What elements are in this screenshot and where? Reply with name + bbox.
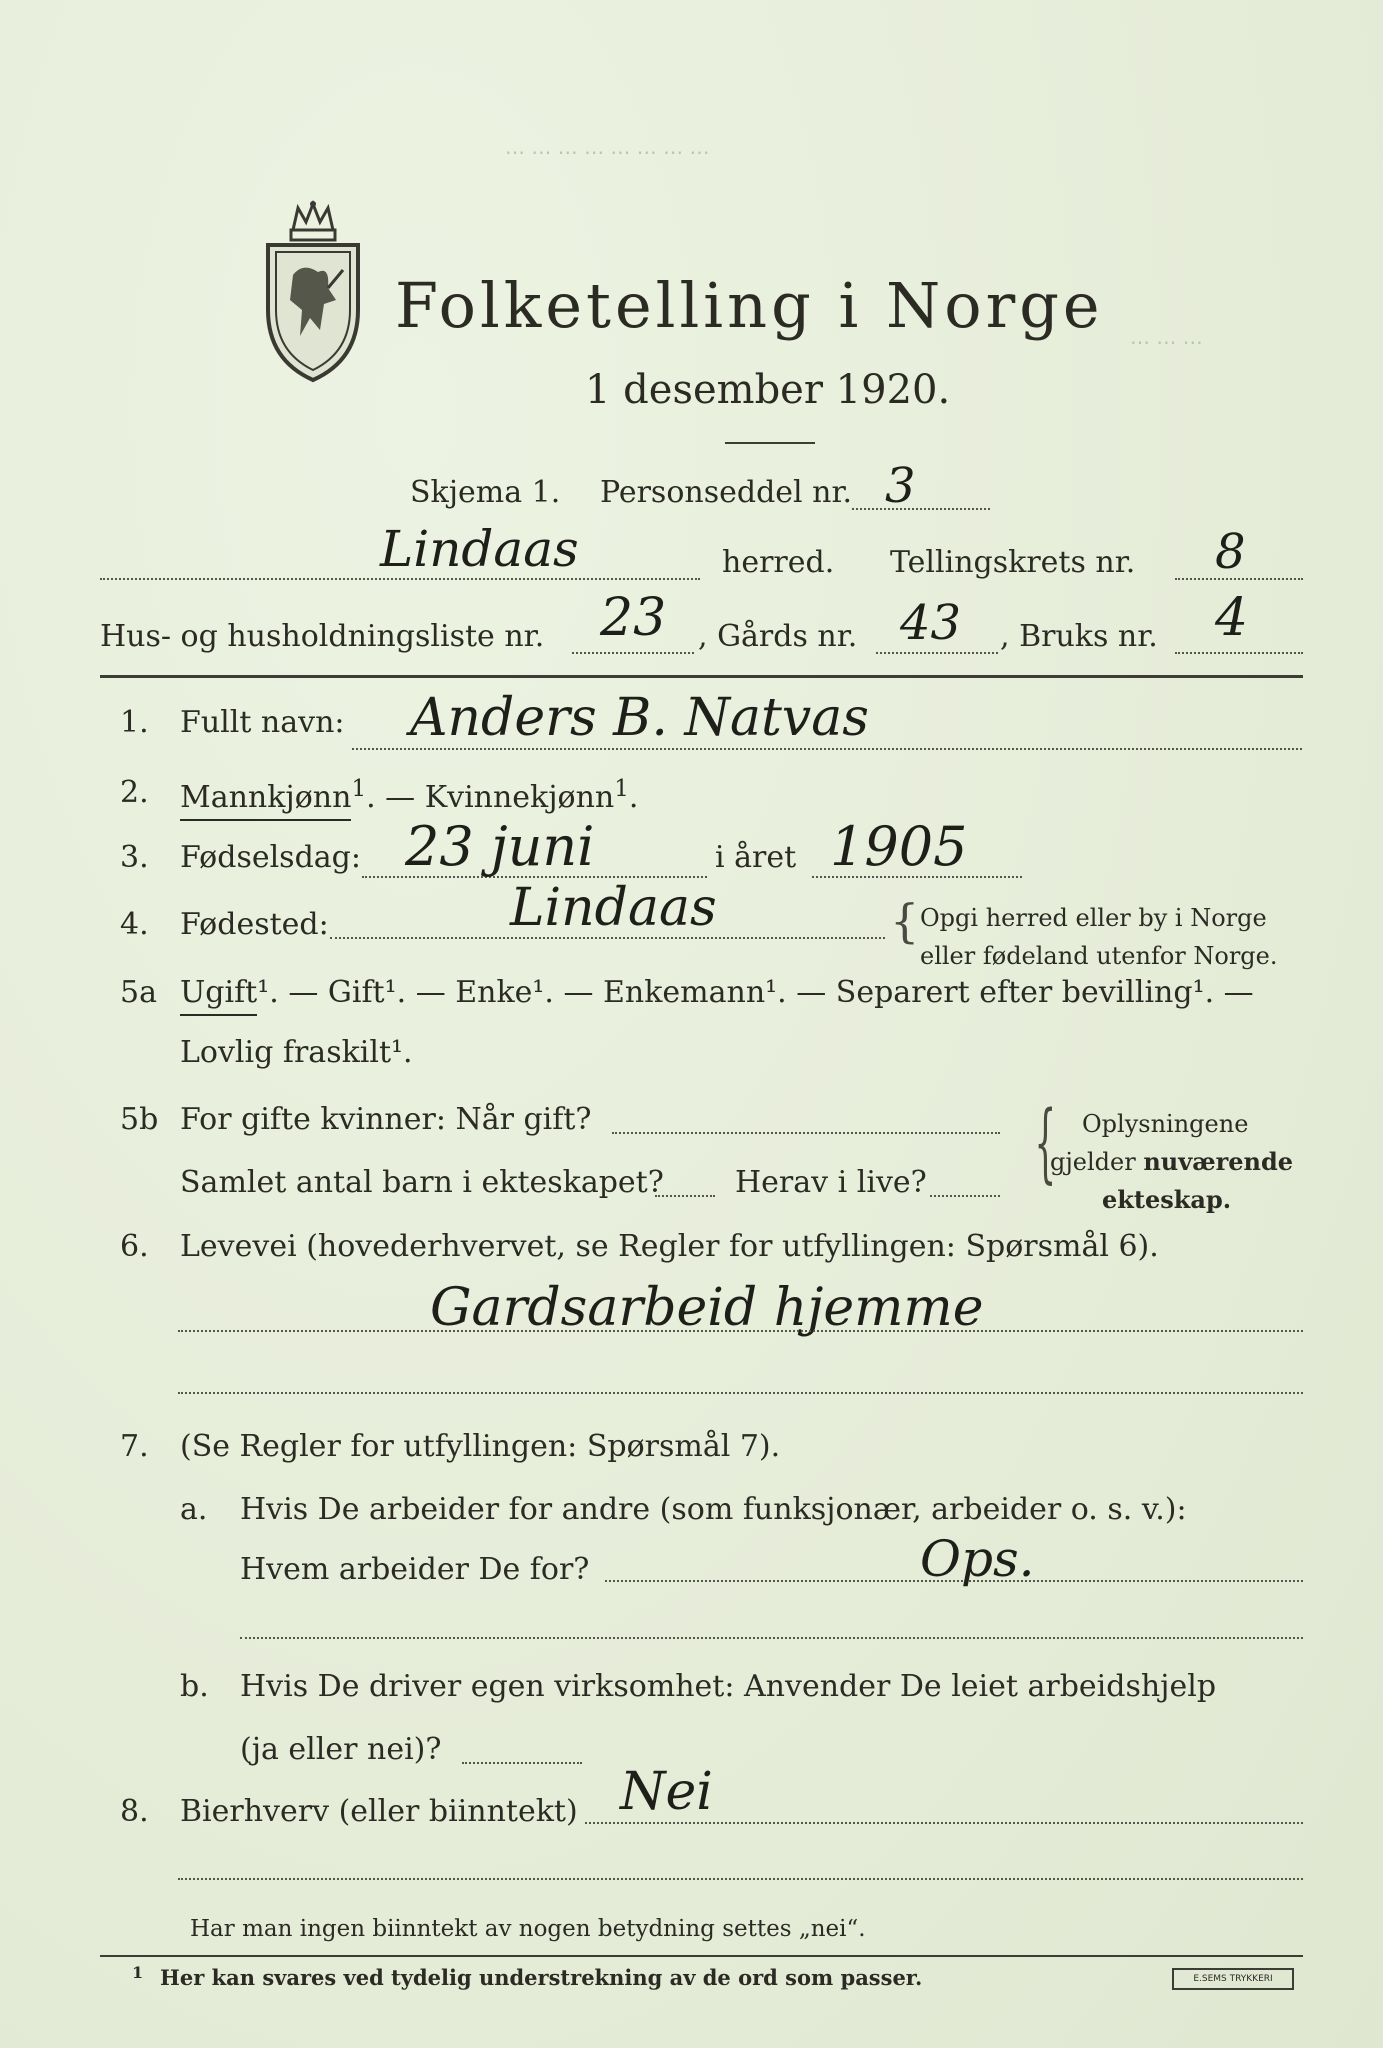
q7b-label: Hvis De driver egen virksomhet: Anvender De leiet arbeidshjelp xyxy=(240,1669,1217,1704)
q5b-note-2: gjelder nuværende xyxy=(1050,1147,1294,1176)
footnote-mark: 1 xyxy=(614,776,629,802)
title-divider xyxy=(725,442,815,444)
q6-label: Levevei (hovederhvervet, se Regler for utfyllingen: Spørsmål 6). xyxy=(180,1229,1159,1264)
bleed-through-text: ⋯ ⋯ ⋯ xyxy=(1130,330,1203,354)
marital-status-line xyxy=(180,975,1254,1010)
gards-label: , Gårds nr. xyxy=(698,619,858,654)
herred-value[interactable]: Lindaas xyxy=(380,520,579,578)
personseddel-value[interactable]: 3 xyxy=(885,458,916,514)
children-line xyxy=(655,1195,715,1197)
full-name-value[interactable]: Anders B. Natvas xyxy=(410,688,869,748)
birthplace-value[interactable]: Lindaas xyxy=(510,878,717,938)
q2-number: 2. xyxy=(120,775,149,810)
hired-help-label: (ja eller nei)? xyxy=(240,1732,442,1767)
ugift-option[interactable]: Ugift xyxy=(180,975,257,1016)
alive-label: Herav i live? xyxy=(735,1165,927,1200)
q7b-number: b. xyxy=(180,1669,209,1704)
footnote-text: Her kan svares ved tydelig understrekning av de ord som passer. xyxy=(160,1965,923,1990)
footnote-mark: 1 xyxy=(351,776,367,802)
q4-number: 4. xyxy=(120,907,149,942)
q7-number: 7. xyxy=(120,1429,149,1464)
q1-number: 1. xyxy=(120,705,149,740)
hus-value[interactable]: 23 xyxy=(600,588,667,648)
footnote-separator xyxy=(100,1955,1303,1957)
norwegian-coat-of-arms-icon xyxy=(258,200,368,385)
q8-label: Bierhverv (eller biinntekt) xyxy=(180,1794,578,1829)
form-title: Folketelling i Norge xyxy=(395,269,1104,342)
tellingskrets-value[interactable]: 8 xyxy=(1215,524,1246,580)
census-date: 1 desember 1920. xyxy=(585,367,951,413)
q1-line xyxy=(352,748,1302,750)
children-label: Samlet antal barn i ekteskapet? xyxy=(180,1165,664,1200)
lovlig-fraskilt-option[interactable]: Lovlig fraskilt¹. xyxy=(180,1035,413,1070)
birthyear-value[interactable]: 1905 xyxy=(830,815,968,878)
side-income-value[interactable]: Nei xyxy=(620,1762,713,1822)
q1-label: Fullt navn: xyxy=(180,705,345,740)
occupation-value[interactable]: Gardsarbeid hjemme xyxy=(430,1278,984,1338)
personseddel-line xyxy=(852,508,990,510)
employer-label: Hvem arbeider De for? xyxy=(240,1552,590,1587)
bruks-value[interactable]: 4 xyxy=(1215,588,1249,648)
herred-label: herred. xyxy=(722,545,835,580)
q5a-number: 5a xyxy=(120,975,157,1010)
q8-number: 8. xyxy=(120,1794,149,1829)
q5b-number: 5b xyxy=(120,1102,159,1137)
employer-value[interactable]: Ops. xyxy=(920,1530,1035,1588)
occupation-line-2 xyxy=(178,1392,1303,1394)
q5b-note-3: ekteskap. xyxy=(1102,1185,1232,1214)
printer-stamp: E.SEMS TRYKKERI xyxy=(1172,1968,1294,1990)
gards-value[interactable]: 43 xyxy=(900,595,962,651)
tellingskrets-label: Tellingskrets nr. xyxy=(890,545,1136,580)
birthplace-note-2: eller fødeland utenfor Norge. xyxy=(920,942,1278,970)
bruks-line xyxy=(1175,652,1303,654)
gender-separator: . — xyxy=(366,780,416,815)
q7a-label: Hvis De arbeider for andre (som funksjonær, arbeider o. s. v.): xyxy=(240,1492,1187,1527)
side-income-line-2 xyxy=(178,1878,1303,1880)
birthplace-note-1: Opgi herred eller by i Norge xyxy=(920,904,1267,932)
side-income-line xyxy=(585,1822,1303,1824)
q6-number: 6. xyxy=(120,1229,149,1264)
gender-end: . xyxy=(628,780,639,815)
employer-line-2 xyxy=(240,1637,1303,1639)
brace: { xyxy=(1034,1093,1057,1193)
q3-number: 3. xyxy=(120,840,149,875)
nei-note: Har man ingen biinntekt av nogen betydning settes „nei“. xyxy=(190,1916,866,1942)
brace: { xyxy=(890,894,920,948)
personseddel-label: Personseddel nr. xyxy=(600,475,853,510)
hus-line xyxy=(572,652,694,654)
marital-options: ¹. — Gift¹. — Enke¹. — Enkemann¹. — Separert efter bevilling¹. — xyxy=(257,975,1254,1010)
hus-label: Hus- og husholdningsliste nr. xyxy=(100,619,545,654)
female-option[interactable]: Kvinnekjønn xyxy=(424,780,615,815)
alive-line xyxy=(930,1195,1000,1197)
footnote-number: 1 xyxy=(132,1963,144,1982)
q3-label: Fødselsdag: xyxy=(180,840,361,875)
bruks-label: , Bruks nr. xyxy=(1000,619,1158,654)
q7a-number: a. xyxy=(180,1492,208,1527)
herred-line xyxy=(100,578,700,580)
bleed-through-text: ⋯ ⋯ ⋯ ⋯ ⋯ ⋯ ⋯ ⋯ xyxy=(505,140,710,164)
skjema-label: Skjema 1. xyxy=(410,475,561,510)
occupation-line-1 xyxy=(178,1330,1303,1332)
hired-help-line xyxy=(462,1762,582,1764)
birthyear-label: i året xyxy=(715,840,797,875)
married-when-label: For gifte kvinner: Når gift? xyxy=(180,1102,592,1137)
male-option[interactable]: Mannkjønn xyxy=(180,780,351,821)
q5b-note-1: Oplysningene xyxy=(1082,1110,1249,1138)
birthdate-value[interactable]: 23 juni xyxy=(405,815,595,878)
header-separator xyxy=(100,675,1303,678)
gender-line xyxy=(180,778,638,813)
q4-label: Fødested: xyxy=(180,907,329,942)
gards-line xyxy=(876,652,998,654)
married-when-line xyxy=(612,1132,1000,1134)
q7-label: (Se Regler for utfyllingen: Spørsmål 7). xyxy=(180,1429,781,1464)
